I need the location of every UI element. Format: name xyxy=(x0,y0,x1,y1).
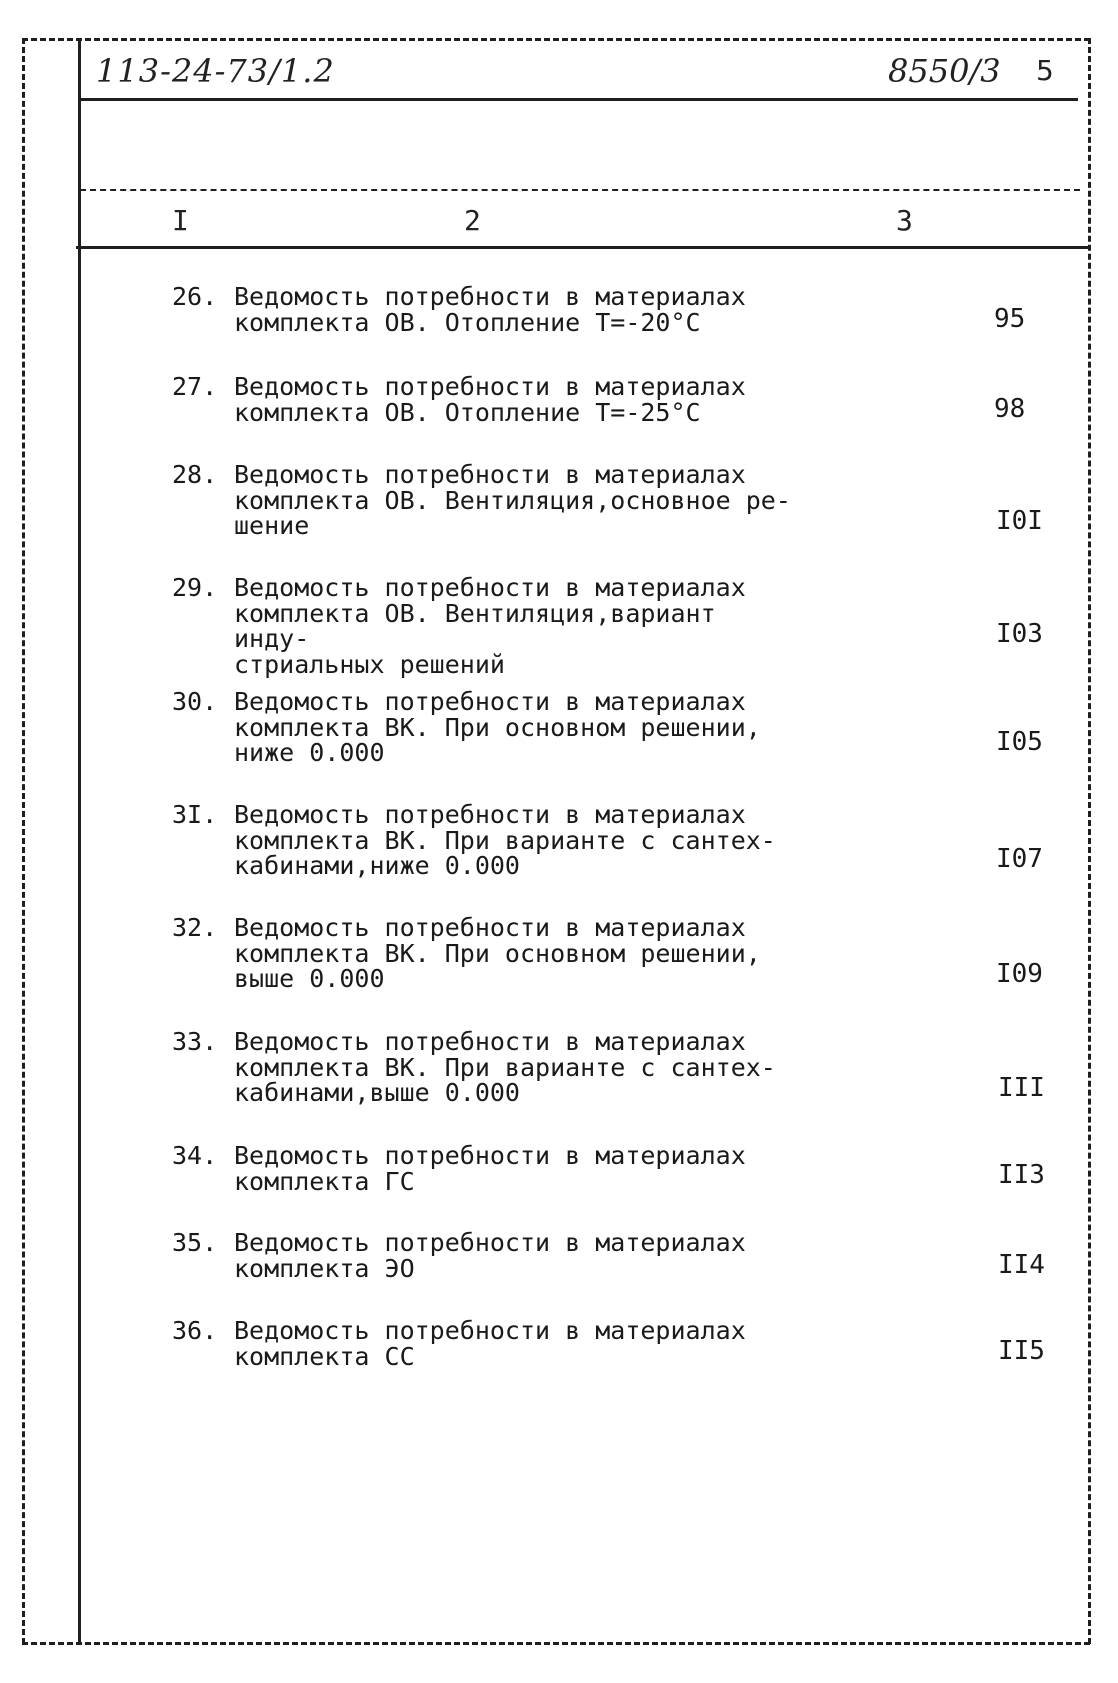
entry-number: 3I. xyxy=(172,800,218,829)
frame-left-border xyxy=(22,38,25,1644)
entry-page: II3 xyxy=(998,1160,1045,1190)
entry-page: 98 xyxy=(994,394,1026,424)
entry-title: Ведомость потребности в материалах комплекта ОВ. Отопление Т=-20°С xyxy=(234,282,746,337)
entry-page: I07 xyxy=(996,844,1043,874)
column-header-3: 3 xyxy=(896,204,913,237)
entry-number: 30. xyxy=(172,687,218,716)
entry-number: 34. xyxy=(172,1141,218,1170)
entry-number: 36. xyxy=(172,1316,218,1345)
column-header-2: 2 xyxy=(464,204,481,237)
entry-page: I05 xyxy=(996,727,1043,757)
entry-title: Ведомость потребности в материалах комплекта ВК. При основном решении, ниже 0.000 xyxy=(234,687,761,767)
entry-title: Ведомость потребности в материалах комплекта ВК. При варианте с сантех- кабинами,выше 0.000 xyxy=(234,1027,776,1107)
binding-margin-line xyxy=(78,38,81,1644)
entry-number: 29. xyxy=(172,573,218,602)
entry-page: II4 xyxy=(998,1250,1045,1280)
entry-number: 32. xyxy=(172,913,218,942)
entry-page: 95 xyxy=(994,304,1026,334)
entry-page: II5 xyxy=(998,1336,1045,1366)
table-header-bottom-rule xyxy=(76,246,1088,249)
entry-page: I0I xyxy=(996,506,1043,536)
entry-number: 26. xyxy=(172,282,218,311)
entry-number: 28. xyxy=(172,460,218,489)
inventory-number: 8550/3 xyxy=(888,52,1001,90)
entry-title: Ведомость потребности в материалах комплекта ОВ. Вентиляция,вариант инду- стриальных решений xyxy=(234,573,746,679)
entry-title: Ведомость потребности в материалах комплекта ВК. При варианте с сантех- кабинами,ниже 0.000 xyxy=(234,800,776,880)
entry-title: Ведомость потребности в материалах комплекта ЭО xyxy=(234,1228,746,1283)
document-code: 113-24-73/1.2 xyxy=(96,52,335,90)
entry-number: 27. xyxy=(172,372,218,401)
frame-top-border xyxy=(22,38,1090,41)
column-header-1: I xyxy=(172,204,189,237)
entry-page: I03 xyxy=(996,619,1043,649)
entry-title: Ведомость потребности в материалах комплекта СС xyxy=(234,1316,746,1371)
entry-title: Ведомость потребности в материалах комплекта ОВ. Отопление Т=-25°С xyxy=(234,372,746,427)
entry-title: Ведомость потребности в материалах комплекта ГС xyxy=(234,1141,746,1196)
page-number: 5 xyxy=(1036,54,1054,87)
table-header-top-rule xyxy=(80,189,1080,191)
entry-title: Ведомость потребности в материалах комплекта ВК. При основном решении, выше 0.000 xyxy=(234,913,761,993)
entry-page: III xyxy=(998,1073,1045,1103)
entry-page: I09 xyxy=(996,959,1043,989)
entry-number: 33. xyxy=(172,1027,218,1056)
frame-bottom-border xyxy=(22,1642,1090,1645)
header-rule xyxy=(78,98,1078,101)
entry-title: Ведомость потребности в материалах комплекта ОВ. Вентиляция,основное ре- шение xyxy=(234,460,791,540)
frame-right-border xyxy=(1088,38,1091,1644)
entry-number: 35. xyxy=(172,1228,218,1257)
